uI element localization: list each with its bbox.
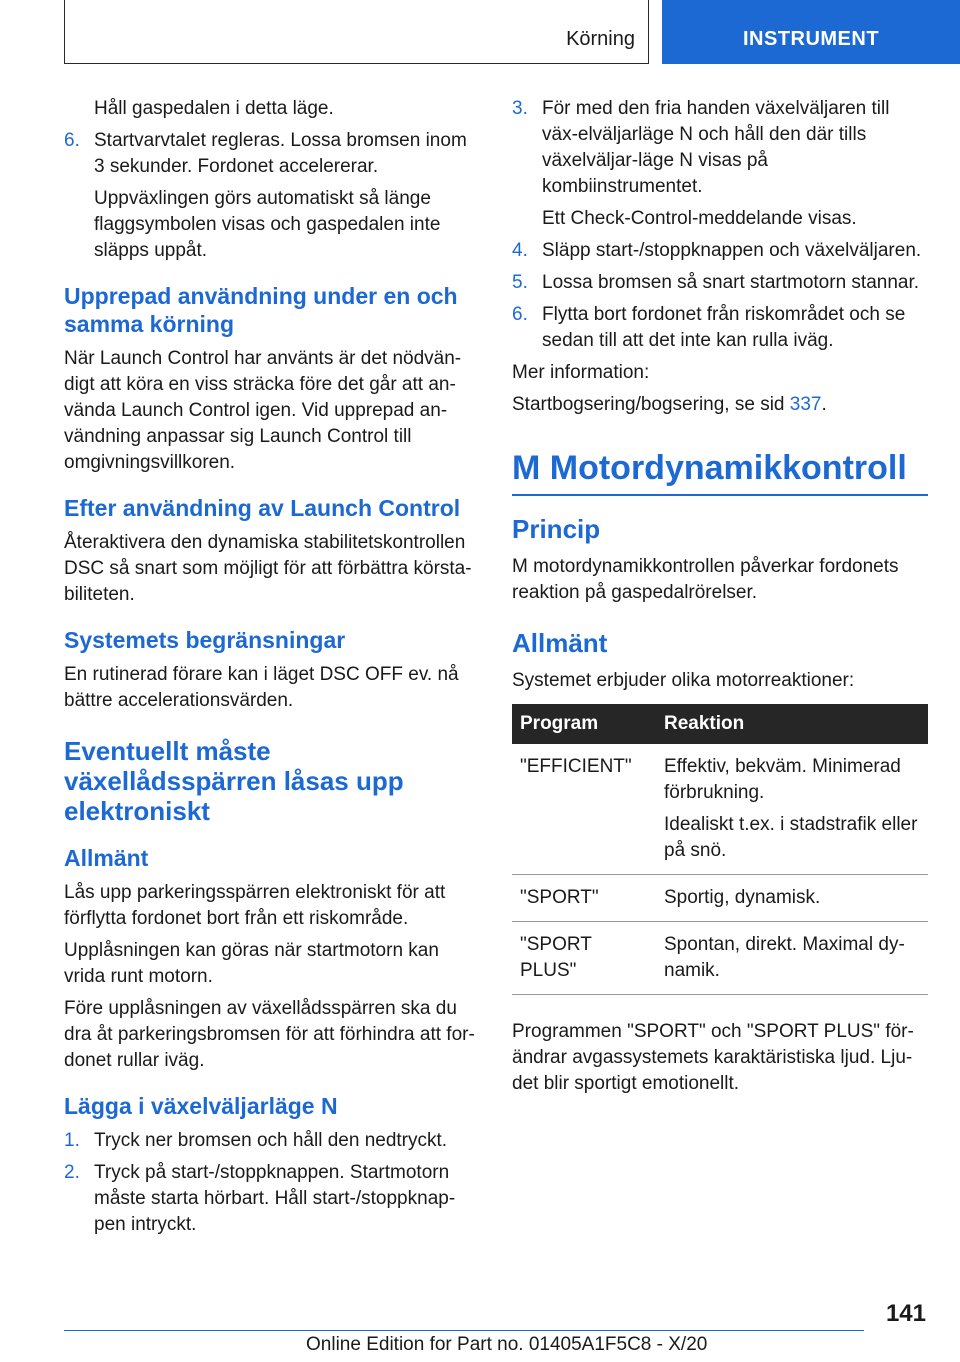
step-text: Flytta bort fordonet från riskområdet och se sedan till att det inte kan rulla iväg. (542, 304, 906, 351)
right-column (512, 96, 928, 1103)
reaction-cell (656, 875, 928, 922)
step-6-note: Uppväxlingen görs automatiskt så länge flaggsymbolen visas och gaspedalen inte släpps uppåt. (94, 188, 441, 261)
page-number: 141 (885, 1300, 926, 1327)
general-paragraph-3: Före upplåsningen av växellådsspärren ska du dra åt parkeringsbromsen för att förhindra att for-donet rullar iväg. (64, 998, 475, 1071)
repeat-use-text: När Launch Control har använts är det nödvän-digt att köra en viss sträcka före det går att an-vända Launch Control igen. Vid upprepad an-vändning anpassar sig Launch Control till omgivningsvillkoren. (64, 348, 462, 473)
reaction-cell (656, 744, 928, 875)
reaction-text: Spontan, direkt. Maximal dy-namik. (664, 934, 905, 981)
program-table (512, 704, 928, 995)
step-4 (512, 238, 928, 264)
reaction-cell (656, 922, 928, 995)
more-info-label: Mer information: (512, 362, 650, 383)
continuation-line: Håll gaspedalen i detta läge. (94, 98, 334, 119)
reaction-text: Effektiv, bekväm. Minimerad förbrukning. (664, 756, 901, 803)
step-text: Tryck på start-/stoppknappen. Startmotorn måste starta hörbart. Håll start-/stoppknap-pen intryckt. (94, 1162, 456, 1235)
header-section-label: Körning (566, 28, 635, 50)
general-paragraph-2: Upplåsningen kan göras när startmotorn kan vrida runt motorn. (64, 940, 439, 987)
cross-reference-end: . (821, 394, 827, 415)
general-paragraph-1: Lås upp parkeringsspärren elektroniskt för att förflytta fordonet bort från ett riskområde. (64, 882, 446, 929)
table-header-row (512, 704, 928, 744)
heading-principle: Princip (512, 514, 601, 544)
header-section-box (64, 0, 649, 64)
step-text: Släpp start-/stoppknappen och växelväljaren. (542, 240, 922, 261)
step-number: 6. (64, 130, 80, 151)
heading-unlock-transmission: Eventuellt måste växellådsspärren låsas upp elektroniskt (64, 736, 404, 826)
step-number: 2. (64, 1162, 80, 1183)
step-number: 6. (512, 304, 528, 325)
column-header-program: Program (512, 704, 656, 744)
step-1 (64, 1128, 476, 1154)
heading-system-limits: Systemets begränsningar (64, 627, 346, 653)
general-text: Systemet erbjuder olika motorreaktioner: (512, 670, 855, 691)
table-row (512, 922, 928, 995)
heading-repeat-use: Upprepad användning under en och samma körning (64, 283, 458, 337)
page-link[interactable]: 337 (789, 394, 822, 415)
table-row (512, 744, 928, 875)
cross-reference-text: Startbogsering/bogsering, se sid (512, 394, 790, 415)
step-text: Startvarvtalet regleras. Lossa bromsen inom 3 sekunder. Fordonet accelererar. (94, 130, 467, 177)
step-text: För med den fria handen växelväljaren till väx-elväljarläge N och håll den där tills växelväljar-läge N visas på kombiinstrumentet. (542, 98, 890, 197)
cross-reference (512, 392, 928, 418)
reaction-note: Idealiskt t.ex. i stadstrafik eller på snö. (664, 814, 918, 861)
step-number: 4. (512, 240, 528, 261)
system-limits-text: En rutinerad förare kan i läget DSC OFF ev. nå bättre accelerationsvärden. (64, 664, 459, 711)
principle-text: M motordynamikkontrollen påverkar fordonets reaktion på gaspedalrörelser. (512, 556, 899, 603)
footer-divider (64, 1330, 864, 1331)
heading-select-neutral: Lägga i växelväljarläge N (64, 1093, 338, 1119)
heading-general-right: Allmänt (512, 628, 608, 658)
column-header-reaction: Reaktion (656, 704, 928, 744)
step-3 (512, 96, 928, 200)
step-3-note: Ett Check-Control-meddelande visas. (542, 208, 857, 229)
program-cell: "EFFICIENT" (512, 744, 656, 875)
step-number: 1. (64, 1130, 80, 1151)
step-number: 5. (512, 272, 528, 293)
program-cell: "SPORT" (512, 875, 656, 922)
heading-after-use: Efter användning av Launch Control (64, 495, 461, 521)
reaction-text: Sportig, dynamisk. (664, 887, 821, 908)
program-cell: "SPORT PLUS" (512, 922, 656, 995)
header-chapter-tab[interactable]: INSTRUMENT (662, 0, 960, 64)
step-6-right (512, 302, 928, 354)
step-text: Lossa bromsen så snart startmotorn stannar. (542, 272, 920, 293)
step-6 (64, 128, 476, 180)
step-2 (64, 1160, 476, 1238)
after-use-text: Återaktivera den dynamiska stabilitetskontrollen DSC så snart som möjligt för att förbättra körsta-biliteten. (64, 532, 472, 605)
step-text: Tryck ner bromsen och håll den nedtryckt. (94, 1130, 448, 1151)
heading-general-left: Allmänt (64, 845, 149, 871)
closing-text: Programmen "SPORT" och "SPORT PLUS" för-ändrar avgassystemets karaktäristiska ljud. Lju-det blir sportigt emotionellt. (512, 1021, 914, 1094)
step-number: 3. (512, 98, 528, 119)
left-column (64, 96, 476, 1244)
step-5 (512, 270, 928, 296)
footer-edition: Online Edition for Part no. 01405A1F5C8 - X/20 (306, 1334, 708, 1355)
heading-m-engine-dynamics: M Motordynamikkontroll (512, 448, 928, 496)
table-row (512, 875, 928, 922)
